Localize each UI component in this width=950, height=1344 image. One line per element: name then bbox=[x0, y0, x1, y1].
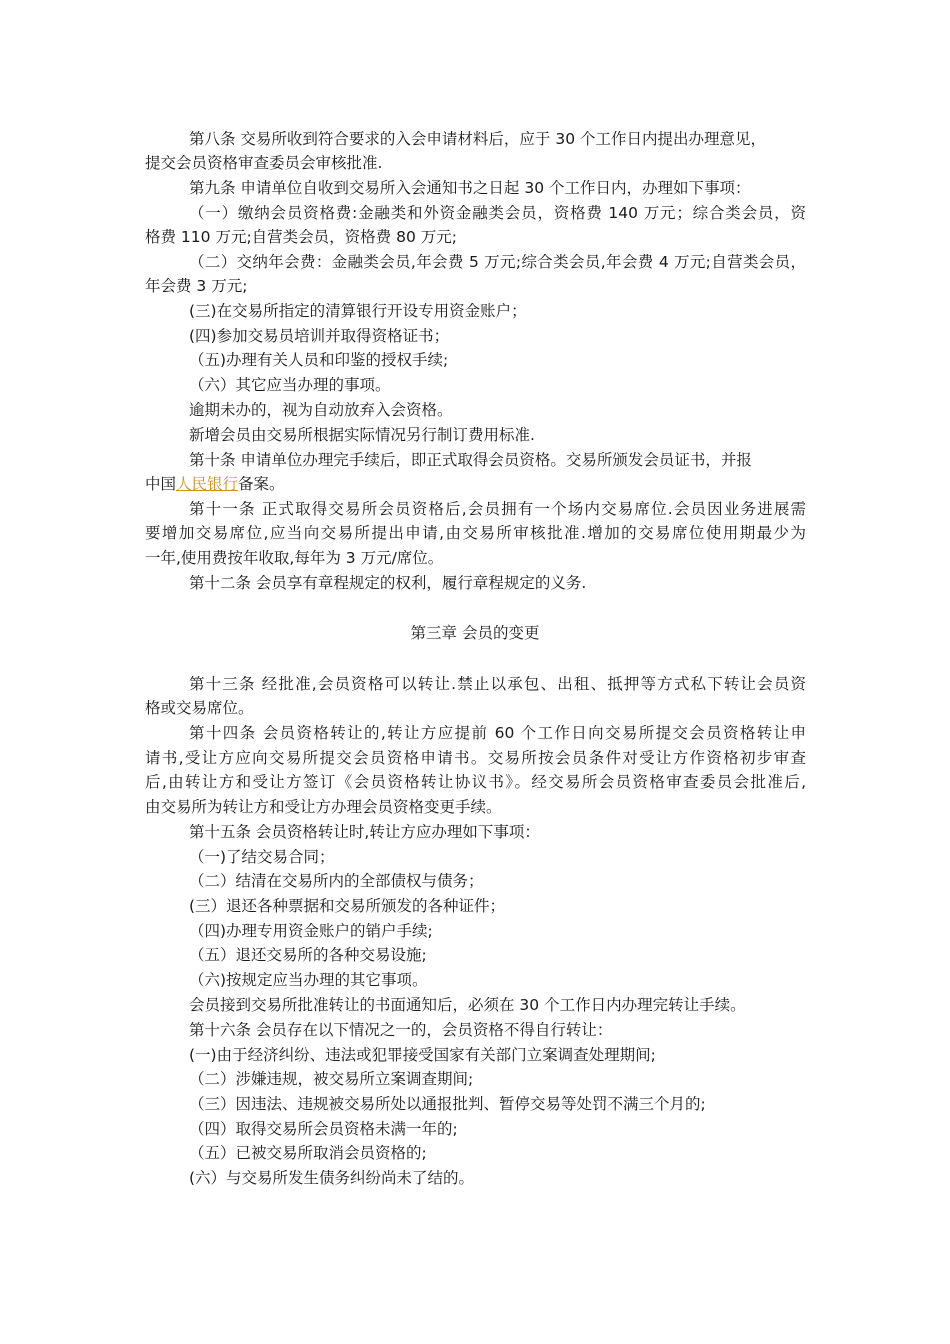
article-9-item-2-line-1: （二）交纳年会费：金融类会员,年会费 5 万元;综合类会员,年会费 4 万元;自营类会员， bbox=[189, 253, 806, 271]
article-9-item-6: （六）其它应当办理的事项。 bbox=[189, 376, 391, 394]
article-14-line-2: 请书,受让方应向交易所提交会员资格申请书。交易所按会员条件对受让方作资格初步审查 bbox=[145, 749, 806, 767]
article-15-item-5: （五）退还交易所的各种交易设施; bbox=[189, 946, 427, 964]
article-9-item-5: （五)办理有关人员和印鉴的授权手续; bbox=[189, 351, 449, 369]
article-8-line-1: 第八条 交易所收到符合要求的入会申请材料后，应于 30 个工作日内提出办理意见， bbox=[189, 130, 767, 148]
article-13-line-2: 格或交易席位。 bbox=[145, 699, 254, 717]
article-16-item-5: （五）已被交易所取消会员资格的; bbox=[189, 1144, 427, 1162]
article-10-line-2 bbox=[145, 472, 285, 496]
article-16-item-2: （二）涉嫌违规，被交易所立案调查期间; bbox=[189, 1070, 474, 1088]
article-11-line-3: 一年,使用费按年收取,每年为 3 万元/席位。 bbox=[145, 549, 444, 567]
article-15-item-6: （六)按规定应当办理的其它事项。 bbox=[189, 971, 428, 989]
article-9-item-1-line-2: 格费 110 万元;自营类会员，资格费 80 万元; bbox=[145, 228, 457, 246]
article-16-item-1: (一)由于经济纠纷、违法或犯罪接受国家有关部门立案调查处理期间; bbox=[189, 1046, 656, 1064]
article-10-line-1: 第十条 申请单位办理完手续后，即正式取得会员资格。交易所颁发会员证书，并报 bbox=[189, 451, 752, 469]
article-10-suffix: 备案。 bbox=[238, 475, 285, 493]
article-15-item-2: （二）结清在交易所内的全部债权与债务； bbox=[189, 872, 484, 890]
article-16-item-4: （四）取得交易所会员资格未满一年的; bbox=[189, 1120, 458, 1138]
article-10-prefix: 中国 bbox=[145, 475, 177, 493]
article-9-line-1: 第九条 申请单位自收到交易所入会通知书之日起 30 个工作日内，办理如下事项： bbox=[189, 179, 751, 197]
article-15-line-1: 第十五条 会员资格转让时,转让方应办理如下事项： bbox=[189, 823, 540, 841]
article-12: 第十二条 会员享有章程规定的权利，履行章程规定的义务. bbox=[189, 574, 587, 592]
article-16-item-3: （三）因违法、违规被交易所处以通报批判、暂停交易等处罚不满三个月的; bbox=[189, 1095, 706, 1113]
article-9-item-1-line-1: （一）缴纳会员资格费:金融类和外资金融类会员，资格费 140 万元；综合类会员，资 bbox=[189, 204, 806, 222]
peoples-bank-link[interactable]: 人民银行 bbox=[176, 475, 239, 493]
article-16-item-6: (六）与交易所发生债务纠纷尚未了结的。 bbox=[189, 1169, 475, 1187]
article-16-line-1: 第十六条 会员存在以下情况之一的，会员资格不得自行转让： bbox=[189, 1021, 613, 1039]
article-8-line-2: 提交会员资格审查委员会审核批准. bbox=[145, 154, 383, 172]
article-15-item-3: (三）退还各种票据和交易所颁发的各种证件； bbox=[189, 897, 506, 915]
article-14-line-3: 后,由转让方和受让方签订《会员资格转让协议书》。经交易所会员资格审查委员会批准后, bbox=[145, 773, 806, 791]
article-14-line-4: 由交易所为转让方和受让方办理会员资格变更手续。 bbox=[145, 798, 502, 816]
chapter-title: 第三章 会员的变更 bbox=[410, 624, 540, 642]
article-9-new-member: 新增会员由交易所根据实际情况另行制订费用标准. bbox=[189, 426, 535, 444]
article-9-item-4: (四)参加交易员培训并取得资格证书； bbox=[189, 327, 450, 345]
article-9-overdue: 逾期未办的，视为自动放弃入会资格。 bbox=[189, 401, 453, 419]
article-14-line-1: 第十四条 会员资格转让的,转让方应提前 60 个工作日向交易所提交会员资格转让申 bbox=[189, 724, 806, 742]
article-9-item-2-line-2: 年会费 3 万元; bbox=[145, 277, 248, 295]
article-15-notice: 会员接到交易所批准转让的书面通知后，必须在 30 个工作日内办理完转让手续。 bbox=[189, 996, 746, 1014]
article-13-line-1: 第十三条 经批准,会员资格可以转让.禁止以承包、出租、抵押等方式私下转让会员资 bbox=[189, 675, 806, 693]
article-15-item-1: （一)了结交易合同； bbox=[189, 848, 335, 866]
article-9-item-3: (三)在交易所指定的清算银行开设专用资金账户； bbox=[189, 302, 527, 320]
article-11-line-1: 第十一条 正式取得交易所会员资格后,会员拥有一个场内交易席位.会员因业务进展需 bbox=[189, 500, 806, 518]
article-11-line-2: 要增加交易席位,应当向交易所提出申请,由交易所审核批准.增加的交易席位使用期最少为 bbox=[145, 524, 806, 542]
article-15-item-4: （四)办理专用资金账户的销户手续; bbox=[189, 922, 433, 940]
